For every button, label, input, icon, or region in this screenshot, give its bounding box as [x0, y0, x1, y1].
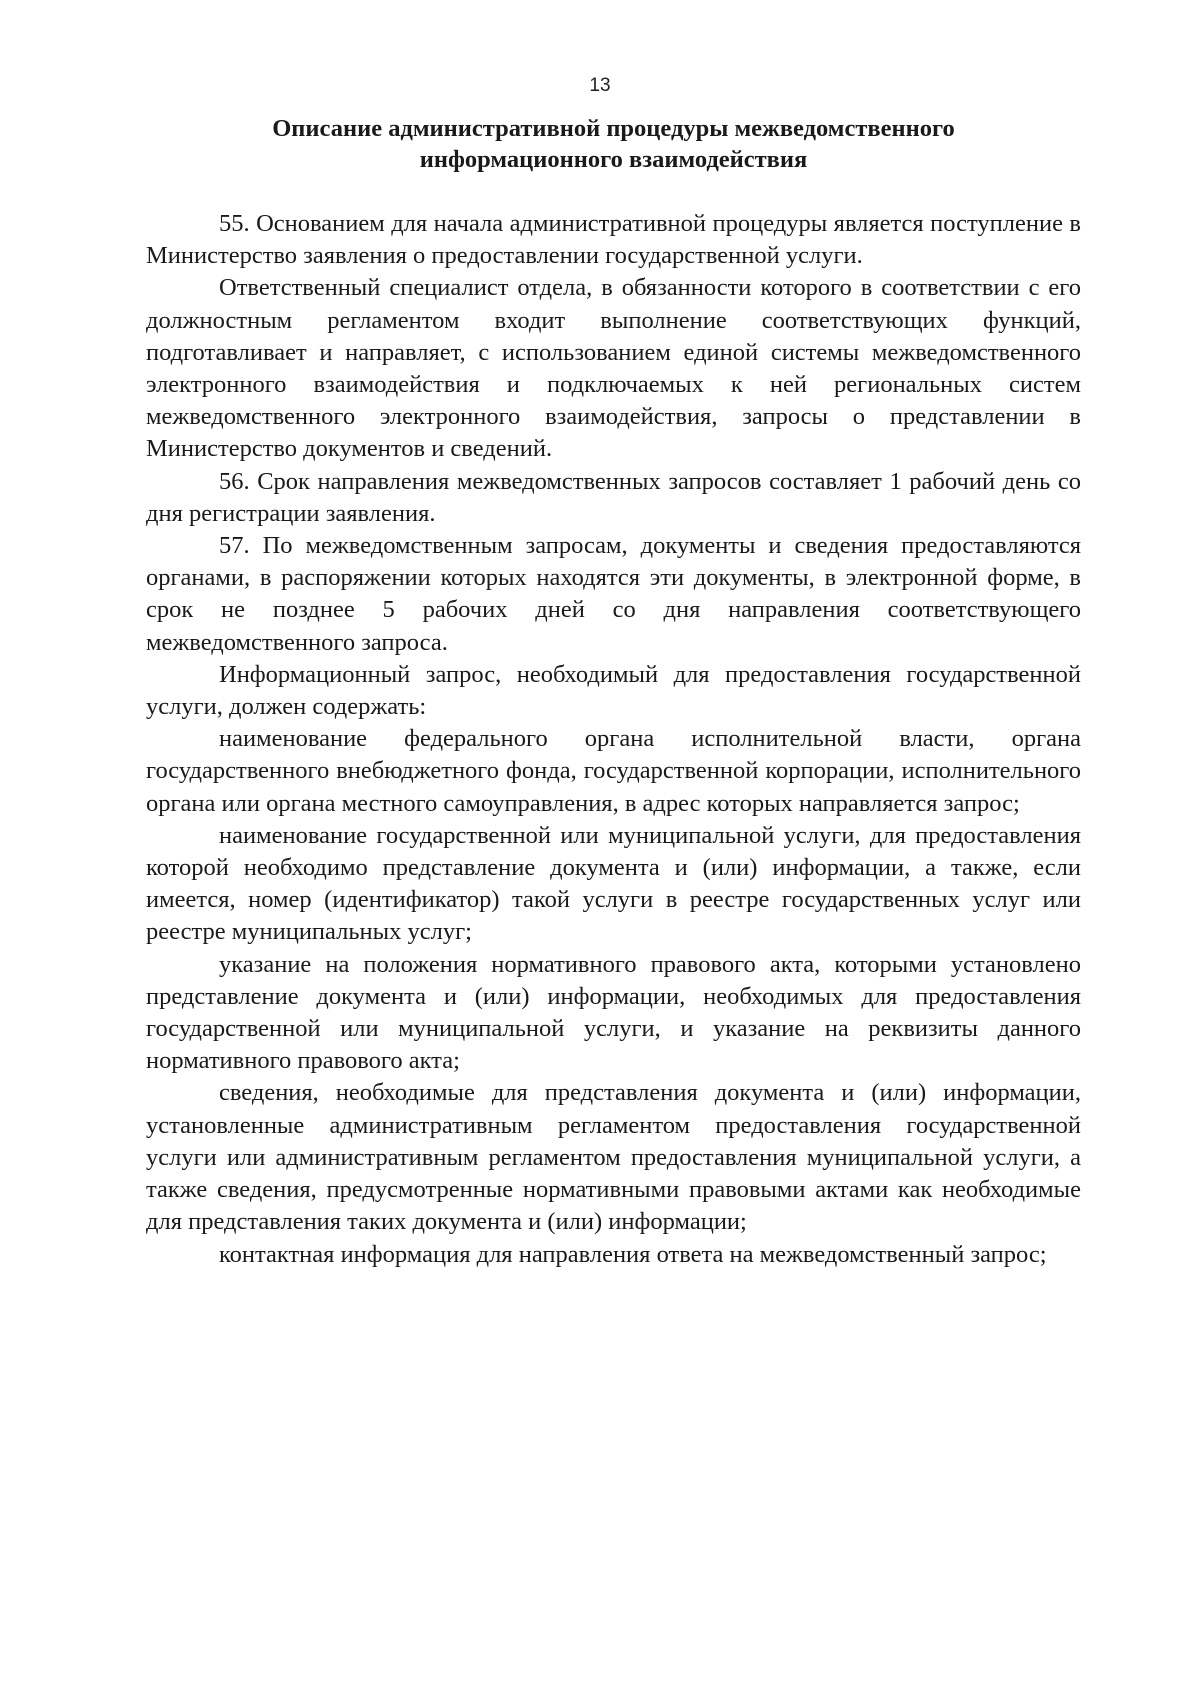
section-title-line-1: Описание административной процедуры межведомственного	[272, 115, 955, 142]
list-item-authority-name: наименование федерального органа исполнительной власти, органа государственного внебюджетного фонда, государственной корпорации, исполнительного органа или органа местного самоуправления, в адрес которых направляется запрос;	[146, 725, 1081, 817]
list-item-service-name: наименование государственной или муниципальной услуги, для предоставления которой необходимо представление документа и (или) информации, а также, если имеется, номер (идентификатор) такой услуги в реестре государственных услуг или реестре муниципальных услуг;	[146, 821, 1081, 946]
section-title-line-2: информационного взаимодействия	[419, 146, 808, 173]
paragraph-55: 55. Основанием для начала административной процедуры является поступление в Министерство заявления о предоставлении государственной услуги.	[146, 210, 1081, 270]
paragraph-56: 56. Срок направления межведомственных запросов составляет 1 рабочий день со дня регистрации заявления.	[146, 467, 1081, 527]
paragraph-57: 57. По межведомственным запросам, документы и сведения предоставляются органами, в распоряжении которых находятся эти документы, в электронной форме, в срок не позднее 5 рабочих дней со дня направления соответствующего межведомственного запроса.	[146, 532, 1081, 656]
page-number: 13	[589, 75, 611, 96]
paragraph-responsible-specialist: Ответственный специалист отдела, в обязанности которого в соответствии с его должностным регламентом входит выполнение соответствующих функций, подготавливает и направляет, с использованием единой системы межведомственного электронного взаимодействия и подключаемых к ней региональных систем межведомственного электронного взаимодействия, запросы о представлении в Министерство документов и сведений.	[146, 274, 1081, 463]
section-title	[146, 113, 1081, 175]
list-item-contact-info: контактная информация для направления ответа на межведомственный запрос;	[219, 1240, 1047, 1268]
list-item-legal-act: указание на положения нормативного правового акта, которыми установлено представление документа и (или) информации, необходимых для предоставления государственной или муниципальной услуги, и указание на реквизиты данного нормативного правового акта;	[146, 950, 1081, 1075]
document-body	[146, 208, 1081, 1271]
paragraph-request-contents-intro: Информационный запрос, необходимый для предоставления государственной услуги, должен содержать:	[146, 660, 1081, 721]
list-item-required-info: сведения, необходимые для представления документа и (или) информации, установленные административным регламентом предоставления государственной услуги или административным регламентом предоставления муниципальной услуги, а также сведения, предусмотренные нормативными правовыми актами как необходимые для представления таких документа и (или) информации;	[146, 1079, 1081, 1236]
